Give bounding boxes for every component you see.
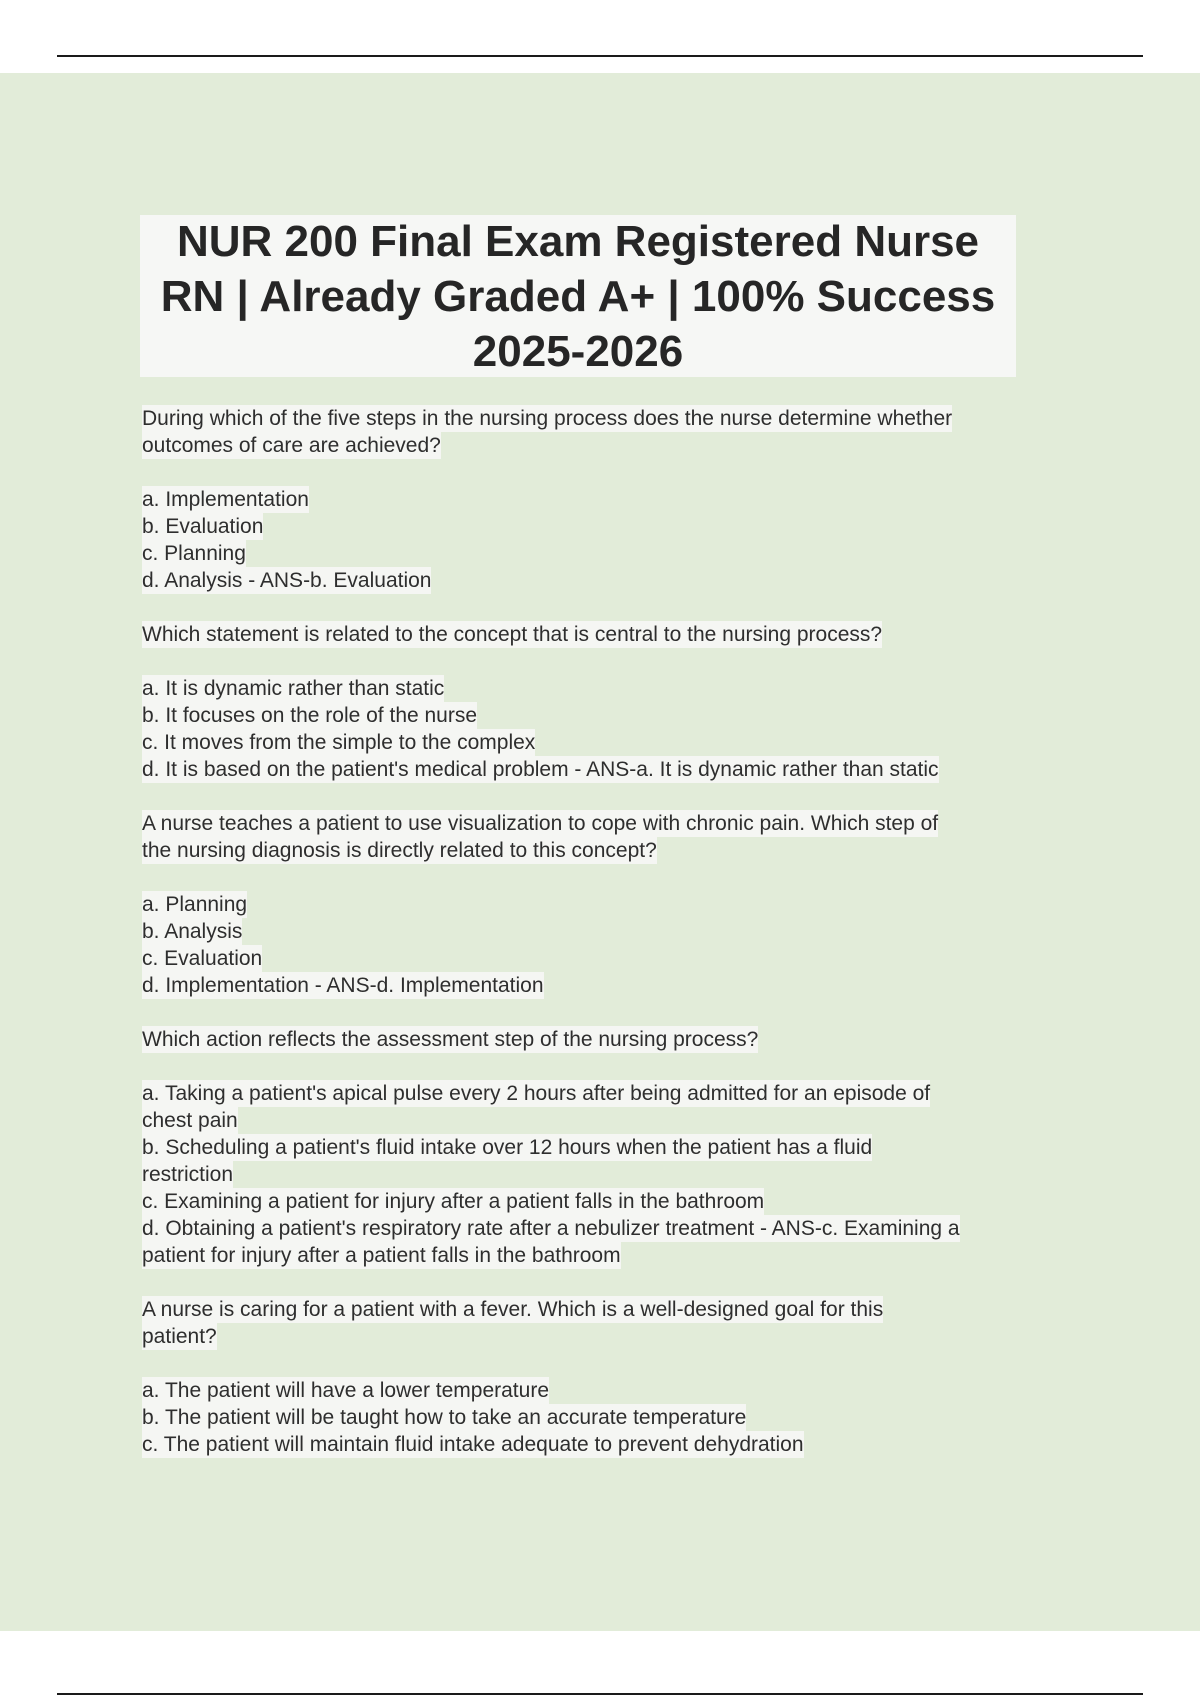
answer-option-line: b. Scheduling a patient's fluid intake over 12 hours when the patient has a fluid [142, 1136, 873, 1159]
answer-option-line: b. Evaluation [142, 515, 264, 538]
question-stem-line: Which action reflects the assessment step of the nursing process? [142, 1028, 759, 1051]
answer-option-line: a. Planning [142, 893, 248, 916]
question-list [142, 405, 1082, 1485]
question-block [142, 405, 1082, 594]
question-block [142, 1026, 1082, 1269]
answer-option-line: a. It is dynamic rather than static [142, 677, 445, 700]
footer-rule [57, 1693, 1143, 1695]
spacer [142, 1053, 1082, 1080]
answer-option-line: d. Analysis - ANS-b. Evaluation [142, 569, 432, 592]
answer-option-line: c. Planning [142, 542, 246, 565]
answer-option-line: patient for injury after a patient falls in the bathroom [142, 1244, 621, 1267]
question-block [142, 810, 1082, 999]
question-block [142, 1296, 1082, 1458]
answer-option-line: d. Obtaining a patient's respiratory rate after a nebulizer treatment - ANS-c. Examining a [142, 1217, 960, 1240]
answer-option-line: chest pain [142, 1109, 238, 1132]
question-stem-line: patient? [142, 1325, 217, 1348]
spacer [142, 459, 1082, 486]
header-rule [57, 55, 1143, 57]
question-block [142, 621, 1082, 783]
answer-option-line: b. Analysis [142, 920, 243, 943]
question-stem-line: A nurse is caring for a patient with a fever. Which is a well-designed goal for this [142, 1298, 884, 1321]
answer-option-line: a. The patient will have a lower temperature [142, 1379, 549, 1402]
answer-option-line: c. Examining a patient for injury after a patient falls in the bathroom [142, 1190, 765, 1213]
answer-option-line: b. The patient will be taught how to take an accurate temperature [142, 1406, 747, 1429]
question-stem-line: the nursing diagnosis is directly related to this concept? [142, 839, 657, 862]
answer-option-line: c. It moves from the simple to the complex [142, 731, 536, 754]
document-title: NUR 200 Final Exam Registered Nurse RN | Already Graded A+ | 100% Success 2025-2026 [160, 216, 996, 376]
answer-option-line: a. Implementation [142, 488, 309, 511]
answer-option-line: restriction [142, 1163, 234, 1186]
question-stem-line: Which statement is related to the concept that is central to the nursing process? [142, 623, 883, 646]
answer-option-line: a. Taking a patient's apical pulse every 2 hours after being admitted for an episode of [142, 1082, 931, 1105]
spacer [142, 864, 1082, 891]
answer-option-line: c. The patient will maintain fluid intake adequate to prevent dehydration [142, 1433, 804, 1456]
spacer [142, 648, 1082, 675]
title-box [140, 215, 1016, 377]
question-stem-line: A nurse teaches a patient to use visualization to cope with chronic pain. Which step of [142, 812, 939, 835]
question-stem-line: outcomes of care are achieved? [142, 434, 441, 457]
answer-option-line: d. It is based on the patient's medical problem - ANS-a. It is dynamic rather than static [142, 758, 939, 781]
spacer [142, 1350, 1082, 1377]
answer-option-line: b. It focuses on the role of the nurse [142, 704, 478, 727]
answer-option-line: d. Implementation - ANS-d. Implementation [142, 974, 544, 997]
answer-option-line: c. Evaluation [142, 947, 263, 970]
question-stem-line: During which of the five steps in the nursing process does the nurse determine whether [142, 407, 953, 430]
